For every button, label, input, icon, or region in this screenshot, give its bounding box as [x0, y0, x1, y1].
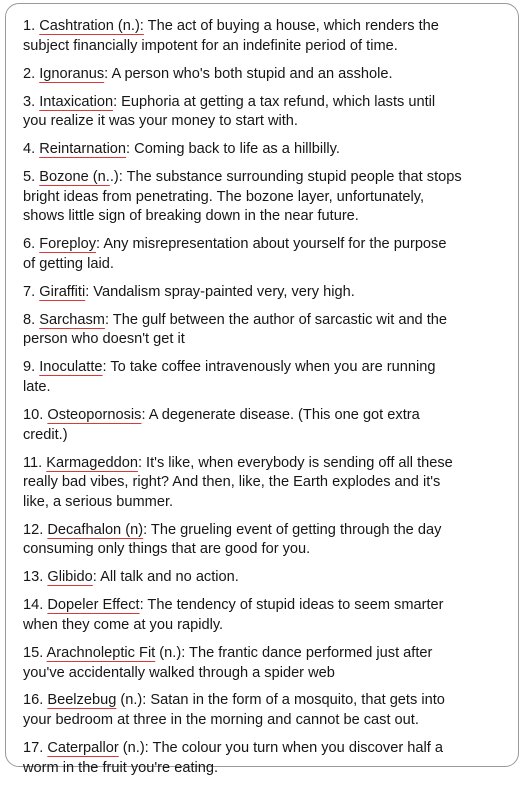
- definition-item: [23, 406, 513, 445]
- term-word: Arachnoleptic Fit: [46, 644, 156, 661]
- item-number: 7.: [23, 283, 40, 300]
- term-word: Osteopornosis: [47, 407, 142, 424]
- item-number: 6.: [23, 236, 40, 253]
- item-number: 13.: [23, 569, 48, 586]
- item-number: 4.: [23, 141, 40, 158]
- card-frame: [5, 3, 519, 776]
- definition-text: : A person who's both stupid and an asshole.: [104, 65, 393, 82]
- definition-text: : The gulf between the author of sarcastic wit and the person who doesn't get it: [23, 311, 448, 348]
- definition-item: [23, 521, 513, 560]
- item-number: 17.: [23, 740, 48, 757]
- definition-text: : Vandalism spray-painted very, very high.: [85, 283, 355, 300]
- item-number: 5.: [23, 169, 40, 186]
- term-word: Inoculatte: [39, 359, 103, 376]
- definition-text: : To take coffee intravenously when you are running late.: [23, 359, 436, 396]
- definition-item: [23, 596, 513, 635]
- term-word: Intaxication: [39, 93, 114, 110]
- definition-item: [23, 168, 513, 227]
- definition-text: : It's like, when everybody is sending off all these really bad vibes, right? And then, like, the Earth explodes and it's like, a serious bummer.: [23, 454, 453, 510]
- definition-item: [23, 691, 513, 730]
- definition-item: [23, 283, 513, 303]
- definition-list: [23, 17, 513, 787]
- definition-item: [23, 358, 513, 397]
- item-number: 9.: [23, 359, 40, 376]
- definition-text: (n.): The colour you turn when you discover half a worm in the fruit you're eating.: [23, 740, 443, 776]
- item-number: 8.: [23, 311, 40, 328]
- term-word: Bozone (n.: [39, 169, 110, 186]
- definition-text: : Euphoria at getting a tax refund, which lasts until you realize it was your money to start with.: [23, 93, 436, 130]
- term-word: Caterpallor: [47, 740, 119, 757]
- definition-text: : Coming back to life as a hillbilly.: [126, 141, 340, 158]
- definition-text: (n.): The frantic dance performed just after you've accidentally walked through a spider web: [23, 644, 433, 681]
- item-number: 14.: [23, 597, 48, 614]
- term-word: Cashtration (n.):: [39, 18, 144, 34]
- definition-text: .): The substance surrounding stupid people that stops bright ideas from penetrating. The bozone layer, unfortunately, shows little sign of breaking down in the near future.: [23, 169, 462, 225]
- definition-text: : The grueling event of getting through the day consuming only things that are good for you.: [23, 521, 442, 558]
- term-word: Foreploy: [39, 236, 97, 253]
- term-word: Ignoranus: [39, 65, 105, 82]
- definition-item: [23, 454, 513, 513]
- definition-item: [23, 568, 513, 588]
- item-number: 2.: [23, 65, 40, 82]
- definition-text: : Any misrepresentation about yourself for the purpose of getting laid.: [23, 236, 447, 272]
- definition-item: [23, 235, 513, 274]
- term-word: Reintarnation: [39, 141, 127, 158]
- item-number: 10.: [23, 407, 48, 424]
- definition-item: [23, 140, 513, 160]
- term-word: Sarchasm: [39, 311, 105, 328]
- term-word: Beelzebug: [47, 692, 117, 709]
- definition-item: [23, 93, 513, 132]
- definition-item: [23, 739, 513, 778]
- definition-item: [23, 311, 513, 350]
- definition-item: [23, 644, 513, 683]
- term-word: Decafhalon (n): [47, 521, 144, 538]
- definition-text: : A degenerate disease. (This one got extra credit.): [23, 407, 420, 443]
- definition-item: [23, 65, 513, 85]
- definition-text: The act of buying a house, which renders the subject financially impotent for an indefinite period of time.: [23, 18, 439, 54]
- item-number: 11.: [23, 454, 47, 471]
- term-word: Glibido: [47, 569, 93, 586]
- item-number: 16.: [23, 692, 48, 709]
- definition-text: : The tendency of stupid ideas to seem smarter when they come at you rapidly.: [23, 597, 444, 633]
- term-word: Dopeler Effect: [47, 597, 140, 614]
- definition-item: [23, 17, 513, 56]
- definition-text: : All talk and no action.: [92, 569, 239, 586]
- item-number: 15.: [23, 644, 47, 661]
- term-word: Karmageddon: [46, 454, 138, 471]
- term-word: Giraffiti: [39, 283, 86, 300]
- item-number: 1.: [23, 18, 40, 34]
- definition-text: (n.): Satan in the form of a mosquito, that gets into your bedroom at three in the morning and cannot be cast out.: [23, 692, 445, 729]
- item-number: 3.: [23, 93, 40, 110]
- item-number: 12.: [23, 521, 48, 538]
